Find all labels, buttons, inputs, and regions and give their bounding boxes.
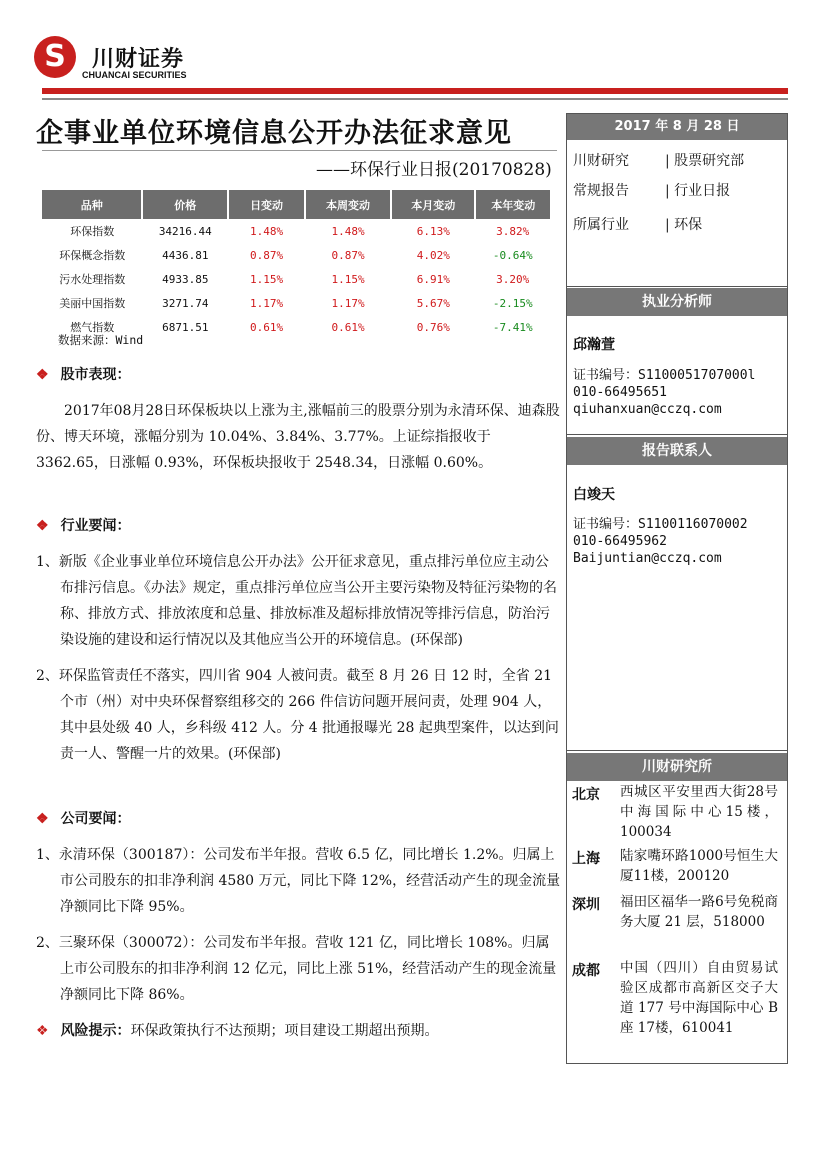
- table-row: [42, 219, 550, 243]
- index-year-change: 3.82%: [496, 224, 530, 238]
- diamond-bullet-icon: ❖: [36, 518, 49, 534]
- index-week-change: 1.17%: [331, 296, 365, 310]
- index-year-change: -0.64%: [492, 248, 533, 262]
- contact-name: 白竣天: [573, 487, 615, 503]
- index-month-change: 5.67%: [416, 296, 450, 310]
- index-day-change: 0.87%: [250, 248, 284, 262]
- index-price: 4436.81: [162, 248, 209, 262]
- index-month-change: 6.13%: [416, 224, 450, 238]
- title-divider: [42, 150, 557, 151]
- table-row: [42, 243, 550, 267]
- risk-text: 环保政策执行不达预期；项目建设工期超出预期。: [130, 1023, 439, 1039]
- table-row: [42, 291, 550, 315]
- index-week-change: 1.15%: [331, 272, 365, 286]
- index-week-change: 0.61%: [331, 320, 365, 334]
- col-header-name: 品种: [42, 190, 142, 219]
- index-week-change: 0.87%: [331, 248, 365, 262]
- analyst-name: 邱瀚萱: [573, 337, 615, 353]
- header-divider: [42, 98, 788, 100]
- index-month-change: 0.76%: [416, 320, 450, 334]
- contact-cert: 证书编号：S1100116070002: [573, 517, 748, 532]
- analyst-header: 执业分析师: [567, 288, 787, 316]
- company-news-item: 2、三聚环保（300072）：公司发布半年报。营收 121 亿，同比增长 108%。归属上市公司股东的扣非净利润 12 亿元，同比上涨 51%，经营活动产生的现金流量净额同比下降 86%。: [36, 935, 557, 1003]
- contact-header: 报告联系人: [567, 437, 787, 465]
- index-month-change: 4.02%: [416, 248, 450, 262]
- index-month-change: 6.91%: [416, 272, 450, 286]
- table-header-row: [42, 190, 550, 219]
- info-label: 常规报告: [573, 183, 629, 199]
- header-red-bar: [42, 88, 788, 94]
- section-heading: 公司要闻：: [60, 811, 131, 827]
- office-city: 上海: [572, 851, 600, 867]
- logo-icon: S: [44, 39, 66, 74]
- market-index-table: [42, 190, 550, 339]
- index-week-change: 1.48%: [331, 224, 365, 238]
- sidebar-divider: [567, 434, 787, 435]
- index-day-change: 1.17%: [250, 296, 284, 310]
- col-header-price: 价格: [142, 190, 228, 219]
- contact-phone: 010-66495962: [573, 534, 667, 549]
- office-address: 西城区平安里西大街28号中海国际中心15楼，100034: [620, 784, 778, 840]
- section-company: [36, 806, 562, 1008]
- index-price: 6871.51: [162, 320, 209, 334]
- diamond-bullet-icon: ❖: [36, 367, 49, 383]
- diamond-bullet-icon: ❖: [36, 1023, 49, 1039]
- office-city: 深圳: [572, 897, 600, 913]
- section-market: [36, 362, 562, 476]
- news-item: 2、环保监管责任不落实，四川省 904 人被问责。截至 8 月 26 日 12 时，全省 21 个市（州）对中央环保督察组移交的 266 件信访问题开展问责，处理 904 人，其中县处级 40 人，乡科级 412 人。分 4 批通报曝光 28 起典型案件，以达到问责一人、警醒一片的效果。(环保部): [36, 668, 559, 762]
- index-day-change: 0.61%: [250, 320, 284, 334]
- brand-name-en: CHUANCAI SECURITIES: [82, 70, 187, 80]
- report-subtitle: ——环保行业日报(20170828): [316, 160, 552, 180]
- index-name: 环保概念指数: [59, 249, 126, 262]
- index-price: 4933.85: [162, 272, 209, 286]
- office-city: 成都: [572, 963, 600, 979]
- info-value: 股票研究部: [674, 153, 745, 169]
- index-day-change: 1.15%: [250, 272, 284, 286]
- office-city: 北京: [572, 787, 600, 803]
- section-industry: [36, 513, 562, 767]
- contact-email[interactable]: Baijuntian@cczq.com: [573, 551, 722, 566]
- info-row: 所属行业 | 环保: [573, 214, 702, 234]
- index-name: 环保指数: [70, 225, 115, 238]
- index-year-change: 3.20%: [496, 272, 530, 286]
- index-name: 燃气指数: [70, 321, 115, 334]
- table-row: [42, 267, 550, 291]
- office-address: 陆家嘴环路1000号恒生大厦11楼，200120: [620, 848, 778, 884]
- analyst-phone: 010-66495651: [573, 385, 667, 400]
- info-row: 川财研究 | 股票研究部: [573, 150, 744, 170]
- data-source: 数据来源：Wind: [58, 333, 144, 347]
- info-value: 行业日报: [674, 183, 731, 199]
- col-header-day: 日变动: [228, 190, 305, 219]
- analyst-email[interactable]: qiuhanxuan@cczq.com: [573, 402, 722, 417]
- section-risk: [36, 1018, 562, 1044]
- index-year-change: -2.15%: [492, 296, 533, 310]
- news-item: 1、新版《企业事业单位环境信息公开办法》公开征求意见，重点排污单位应主动公布排污信息。《办法》规定，重点排污单位应当公开主要污染物及特征污染物的名称、排放方式、排放浓度和总量、排放标准及超标排放情况等排污信息，防治污染设施的建设和运行情况以及其他应当公开的环境信息。(环保部): [36, 554, 557, 648]
- section-heading: 风险提示：: [60, 1023, 131, 1039]
- info-value: 环保: [674, 217, 703, 233]
- diamond-bullet-icon: ❖: [36, 811, 49, 827]
- col-header-year: 本年变动: [475, 190, 550, 219]
- office-address: 福田区福华一路6号免税商务大厦 21 层，518000: [620, 894, 778, 930]
- index-year-change: -7.41%: [492, 320, 533, 334]
- institute-header: 川财研究所: [567, 753, 787, 781]
- info-label: 川财研究: [573, 153, 629, 169]
- col-header-month: 本月变动: [391, 190, 475, 219]
- index-day-change: 1.48%: [250, 224, 284, 238]
- index-price: 34216.44: [158, 224, 212, 238]
- info-label: 所属行业: [573, 217, 629, 233]
- sidebar-divider: [567, 286, 787, 287]
- office-address: 中国（四川）自由贸易试验区成都市高新区交子大道 177 号中海国际中心 B 座 17楼，610041: [620, 960, 778, 1036]
- company-news-item: 1、永清环保（300187）：公司发布半年报。营收 6.5 亿，同比增长 1.2%。归属上市公司股东的扣非净利润 4580 万元，同比下降 12%，经营活动产生的现金流量净额同比下降 95%。: [36, 847, 561, 915]
- sidebar-divider: [567, 750, 787, 751]
- info-row: 常规报告 | 行业日报: [573, 180, 730, 200]
- section-heading: 股市表现：: [60, 367, 131, 383]
- market-summary: 2017年08月28日环保板块以上涨为主,涨幅前三的股票分别为永清环保、迪森股份、博天环境，涨幅分别为 10.04%、3.84%、3.77%。上证综指报收于 3362.65，日涨幅 0.93%，环保板块报收于 2548.34，日涨幅 0.60%。: [36, 403, 560, 471]
- index-price: 3271.74: [162, 296, 209, 310]
- report-date: 2017 年 8 月 28 日: [567, 114, 787, 140]
- index-name: 污水处理指数: [59, 273, 126, 286]
- report-title: 企事业单位环境信息公开办法征求意见: [36, 118, 512, 149]
- analyst-cert: 证书编号：S1100051707000l: [573, 368, 756, 383]
- brand-name: 川财证券: [92, 47, 185, 72]
- col-header-week: 本周变动: [305, 190, 391, 219]
- index-name: 美丽中国指数: [59, 297, 126, 310]
- section-heading: 行业要闻：: [60, 518, 131, 534]
